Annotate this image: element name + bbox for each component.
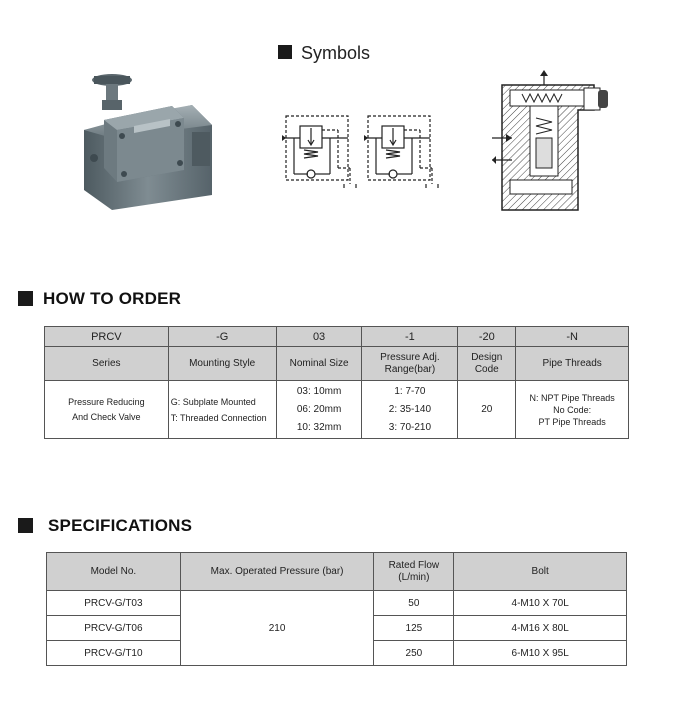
series-line-2: And Check Valve (72, 411, 141, 422)
specs-header-row (47, 553, 627, 591)
code-size: 03 (276, 327, 362, 347)
flow-cell: 250 (374, 641, 454, 666)
order-title: HOW TO ORDER (43, 289, 182, 308)
header-threads: Pipe Threads (516, 347, 629, 381)
header-bolt: Bolt (454, 553, 627, 591)
model-cell: PRCV-G/T06 (47, 616, 181, 641)
series-value (45, 381, 169, 439)
mounting-value (168, 381, 276, 439)
specs-title: SPECIFICATIONS (48, 516, 193, 535)
code-series: PRCV (45, 327, 169, 347)
threads-value (516, 381, 629, 439)
header-design: Design Code (458, 347, 516, 381)
range-line-2: 2: 35-140 (388, 403, 432, 415)
specs-bullet (18, 518, 33, 533)
hydraulic-symbol-2 (364, 112, 442, 188)
header-rated-flow: Rated Flow (L/min) (374, 553, 454, 591)
header-model: Model No. (47, 553, 181, 591)
order-bullet (18, 291, 33, 306)
symbols-bullet (278, 45, 292, 59)
valve-photo (72, 70, 222, 215)
bolt-cell: 6-M10 X 95L (454, 641, 627, 666)
threads-line-1: N: NPT Pipe Threads (529, 392, 615, 403)
size-line-1: 03: 10mm (296, 385, 342, 397)
size-value (276, 381, 362, 439)
pressure-value (362, 381, 458, 439)
table-row (47, 591, 627, 616)
series-line-1: Pressure Reducing (68, 396, 145, 407)
size-line-3: 10: 32mm (296, 421, 342, 433)
mounting-line-1: G: Subplate Mounted (170, 396, 256, 407)
threads-line-3: PT Pipe Threads (538, 416, 606, 427)
model-cell: PRCV-G/T03 (47, 591, 181, 616)
mounting-line-2: T: Threaded Connection (170, 412, 267, 423)
pressure-cell: 210 (180, 591, 374, 666)
bolt-cell: 4-M10 X 70L (454, 591, 627, 616)
order-code-row (45, 327, 629, 347)
code-threads: -N (516, 327, 629, 347)
code-pressure: -1 (362, 327, 458, 347)
size-line-2: 06: 20mm (296, 403, 342, 415)
flow-cell: 125 (374, 616, 454, 641)
header-pressure: Pressure Adj. Range(bar) (362, 347, 458, 381)
cross-section-diagram (492, 70, 612, 212)
range-line-3: 3: 70-210 (388, 421, 432, 433)
design-value: 20 (458, 381, 516, 439)
code-design: -20 (458, 327, 516, 347)
header-mounting: Mounting Style (168, 347, 276, 381)
bolt-cell: 4-M16 X 80L (454, 616, 627, 641)
order-header-row (45, 347, 629, 381)
order-value-row (45, 381, 629, 439)
header-size: Nominal Size (276, 347, 362, 381)
specs-table (46, 552, 627, 666)
flow-cell: 50 (374, 591, 454, 616)
range-line-1: 1: 7-70 (394, 385, 426, 397)
model-cell: PRCV-G/T10 (47, 641, 181, 666)
header-max-pressure: Max. Operated Pressure (bar) (180, 553, 374, 591)
symbols-title: Symbols (301, 43, 371, 63)
header-series: Series (45, 347, 169, 381)
hydraulic-symbol-1 (282, 112, 360, 188)
code-mounting: -G (168, 327, 276, 347)
order-table (44, 326, 629, 439)
threads-line-2: No Code: (553, 404, 592, 415)
